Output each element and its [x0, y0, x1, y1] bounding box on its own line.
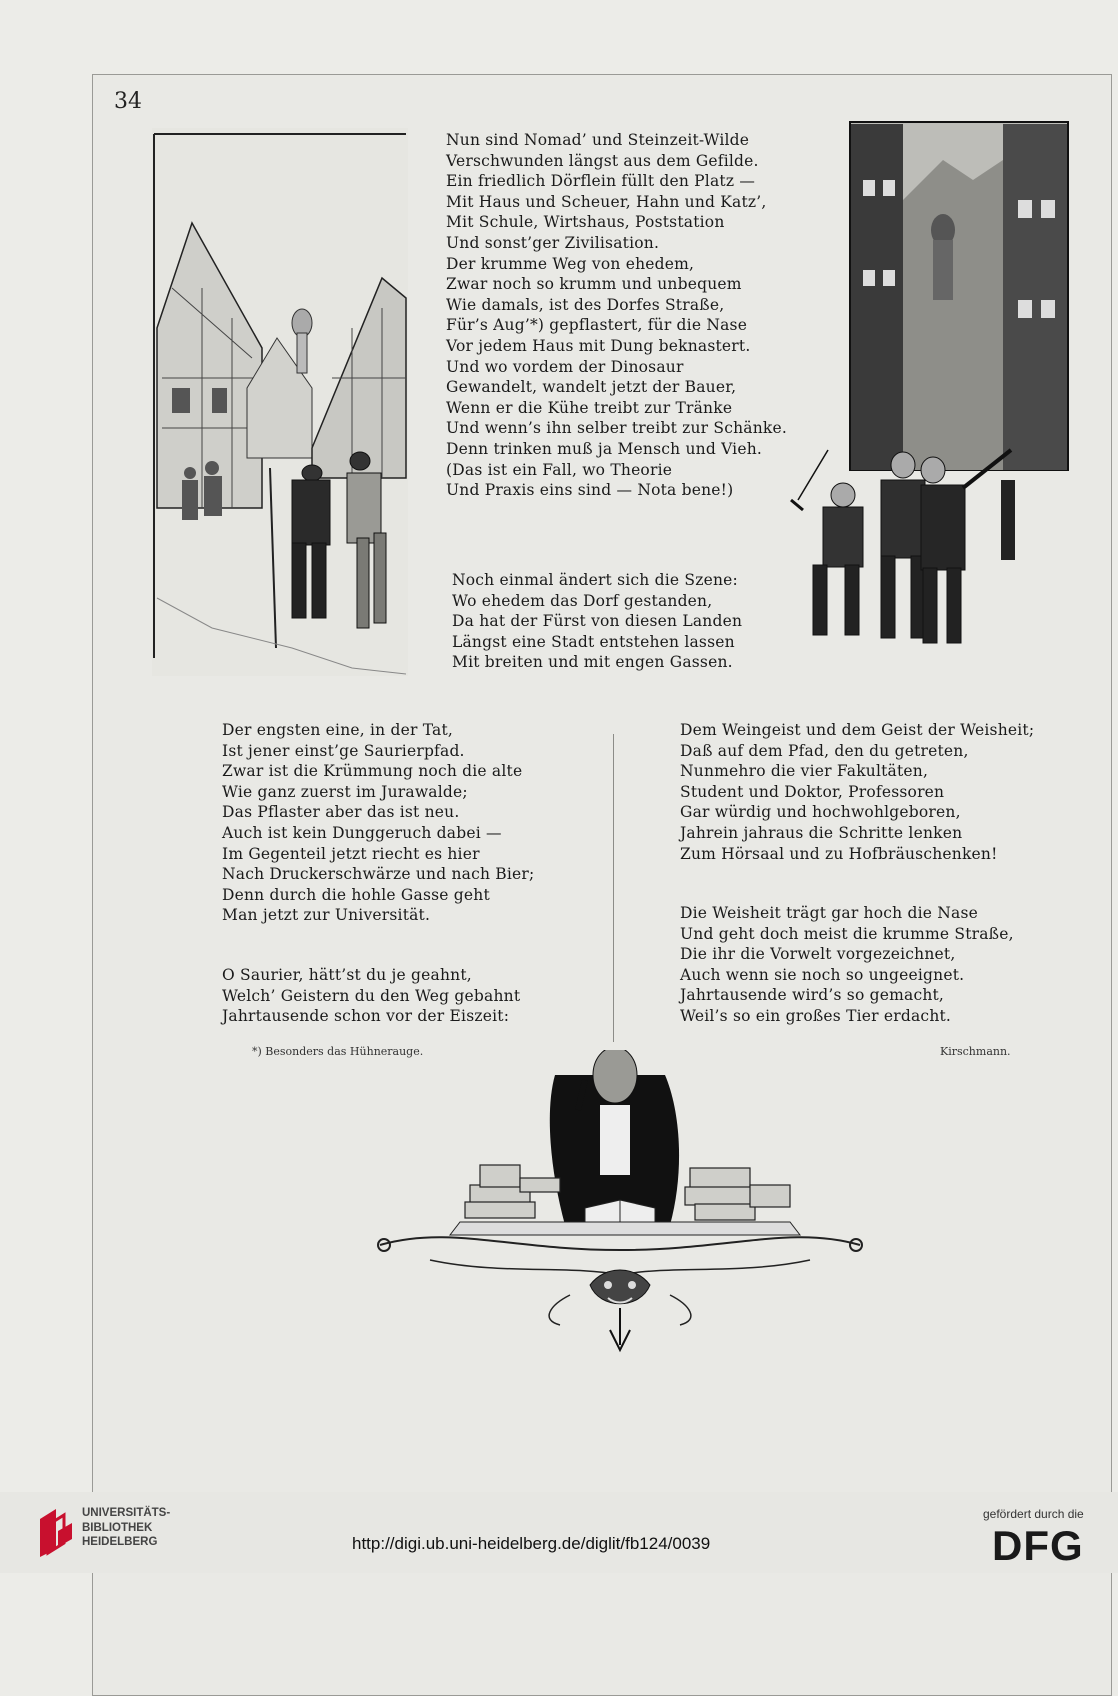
verse-line: Längst eine Stadt entstehen lassen	[452, 632, 735, 651]
verse-line: Verschwunden längst aus dem Gefilde.	[446, 151, 759, 170]
verse-line: Die Weisheit trägt gar hoch die Nase	[680, 904, 978, 922]
verse-line: Vor jedem Haus mit Dung beknastert.	[446, 336, 751, 355]
verse-line: Denn durch die hohle Gasse geht	[222, 885, 490, 904]
left-column-stanza-1	[222, 720, 534, 926]
verse-line: Denn trinken muß ja Mensch und Vieh.	[446, 439, 763, 458]
verse-line: Jahrtausende schon vor der Eiszeit:	[222, 1007, 510, 1026]
top-verse-stanza-2	[452, 570, 742, 673]
right-column-stanza-2	[680, 903, 1014, 1027]
verse-line: Und wo vordem der Dinosaur	[446, 357, 684, 376]
verse-line: Mit Schule, Wirtshaus, Poststation	[446, 213, 725, 232]
verse-line: Zwar ist die Krümmung noch die alte	[222, 762, 523, 781]
library-logo-text[interactable]	[82, 1506, 170, 1550]
verse-line: Gewandelt, wandelt jetzt der Bauer,	[446, 378, 737, 397]
dfg-caption: gefördert durch die	[983, 1507, 1084, 1521]
verse-line: Und geht doch meist die krumme Straße,	[680, 924, 1014, 943]
permalink-url[interactable]: http://digi.ub.uni-heidelberg.de/diglit/fb124/0039	[352, 1534, 711, 1553]
logo-line: BIBLIOTHEK	[82, 1521, 153, 1534]
left-column-stanza-2	[222, 965, 520, 1027]
logo-line: UNIVERSITÄTS-	[82, 1507, 171, 1519]
verse-line: Jahrein jahraus die Schritte lenken	[680, 823, 963, 842]
verse-line: Weil’s so ein großes Tier erdacht.	[680, 1006, 952, 1025]
verse-line: Welch’ Geistern du den Weg gebahnt	[222, 986, 521, 1005]
verse-line: Dem Weingeist und dem Geist der Weisheit;	[680, 721, 1035, 739]
verse-line: Nunmehro die vier Fakultäten,	[680, 762, 929, 781]
city-alley-illustration	[783, 120, 1073, 648]
verse-line: Mit breiten und mit engen Gassen.	[452, 653, 733, 672]
verse-line: Daß auf dem Pfad, den du getreten,	[680, 741, 969, 760]
verse-line: Wie damals, ist des Dorfes Straße,	[446, 295, 725, 314]
verse-line: Jahrtausende wird’s so gemacht,	[680, 986, 945, 1005]
verse-line: Student und Doktor, Professoren	[680, 782, 945, 801]
footnote: *) Besonders das Hühnerauge.	[252, 1045, 424, 1058]
verse-line: Mit Haus und Scheuer, Hahn und Katz’,	[446, 192, 767, 211]
verse-line: Auch ist kein Dunggeruch dabei —	[222, 823, 502, 842]
verse-line: Da hat der Fürst von diesen Landen	[452, 612, 743, 631]
verse-line: Auch wenn sie noch so ungeeignet.	[680, 965, 965, 984]
dfg-logo[interactable]: DFG	[992, 1522, 1084, 1569]
verse-line: Und wenn’s ihn selber treibt zur Schänke.	[446, 419, 788, 438]
professor-vignette-illustration	[370, 1050, 870, 1370]
verse-line: Wo ehedem das Dorf gestanden,	[452, 591, 713, 610]
verse-line: Wenn er die Kühe treibt zur Tränke	[446, 398, 733, 417]
verse-line: O Saurier, hätt’st du je geahnt,	[222, 966, 472, 984]
verse-line: Nach Druckerschwärze und nach Bier;	[222, 865, 535, 884]
top-verse-stanza-1	[446, 130, 787, 501]
verse-line: Das Pflaster aber das ist neu.	[222, 803, 460, 822]
verse-line: Im Gegenteil jetzt riecht es hier	[222, 844, 480, 863]
verse-line: Der krumme Weg von ehedem,	[446, 254, 695, 273]
verse-line: Die ihr die Vorwelt vorgezeichnet,	[680, 945, 956, 964]
verse-line: Wie ganz zuerst im Jurawalde;	[222, 782, 468, 801]
column-divider	[613, 734, 614, 1042]
verse-line: Ein friedlich Dörflein füllt den Platz —	[446, 172, 756, 191]
verse-line: Für’s Aug’*) gepflastert, für die Nase	[446, 316, 748, 335]
library-logo-icon[interactable]	[36, 1505, 76, 1557]
verse-line: Zwar noch so krumm und unbequem	[446, 275, 742, 294]
verse-line: Der engsten eine, in der Tat,	[222, 721, 454, 739]
village-street-illustration	[152, 128, 408, 676]
logo-line: HEIDELBERG	[82, 1536, 158, 1548]
page-number: 34	[114, 89, 142, 114]
verse-line: Noch einmal ändert sich die Szene:	[452, 571, 738, 589]
verse-line: Nun sind Nomad’ und Steinzeit-Wilde	[446, 131, 750, 149]
verse-line: (Das ist ein Fall, wo Theorie	[446, 460, 673, 479]
verse-line: Und Praxis eins sind — Nota bene!)	[446, 481, 734, 500]
verse-line: Ist jener einst’ge Saurierpfad.	[222, 741, 465, 760]
verse-line: Man jetzt zur Universität.	[222, 906, 431, 925]
author-signature: Kirschmann.	[940, 1045, 1011, 1058]
verse-line: Gar würdig und hochwohlgeboren,	[680, 803, 961, 822]
verse-line: Zum Hörsaal und zu Hofbräuschenken!	[680, 844, 998, 863]
verse-line: Und sonst’ger Zivilisation.	[446, 233, 660, 252]
right-column-stanza-1	[680, 720, 1034, 864]
